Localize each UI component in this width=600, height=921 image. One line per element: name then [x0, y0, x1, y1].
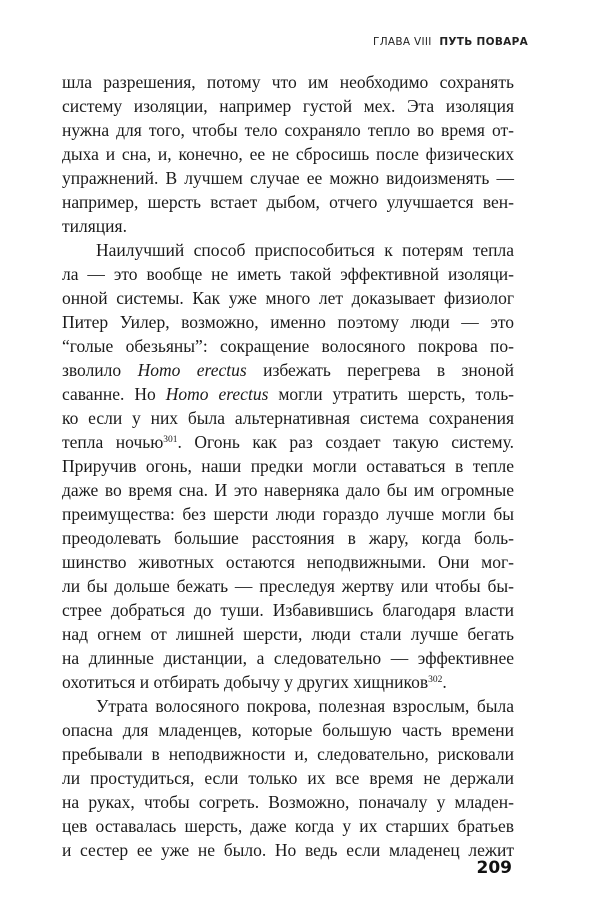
- text-line: нужна для того, чтобы тело сохраняло тепло во время от-: [62, 120, 514, 140]
- text-fragment: .: [442, 672, 447, 692]
- text-fragment: охотиться и отбирать добычу у других хищников: [62, 672, 429, 692]
- text-line: дыха и сна, и, конечно, ее не сбросишь после физических: [62, 144, 514, 164]
- text-line: [62, 430, 514, 454]
- text-line: [62, 238, 514, 262]
- text-line: Приручив огонь, наши предки могли оставаться в тепле: [62, 456, 514, 476]
- text-line: цев оставалась шерсть, даже когда у их старших братьев: [62, 816, 514, 836]
- text-line: ла — это вообще не иметь такой эффективной изоляци-: [62, 264, 514, 284]
- text-line: “голые обезьяны”: сокращение волосяного покрова по-: [62, 336, 514, 356]
- chapter-label: ГЛАВА VIII: [373, 36, 432, 48]
- text-fragment: Утрата волосяного покрова, полезная взрослым, была: [96, 696, 514, 716]
- text-line: ли бы дольше бежать — преследуя жертву или чтобы бы-: [62, 576, 514, 596]
- text-line: преимущества: без шерсти люди гораздо лучше могли бы: [62, 504, 514, 524]
- text-line: тиляция.: [62, 216, 127, 236]
- footnote-ref-301[interactable]: 301: [163, 435, 178, 445]
- text-line: на длинные дистанции, а следовательно — эффективнее: [62, 648, 514, 668]
- text-line: на руках, чтобы согреть. Возможно, поначалу у младен-: [62, 792, 514, 812]
- text-line: упражнений. В лучшем случае ее можно видоизменять —: [62, 168, 514, 188]
- running-head: [373, 36, 528, 48]
- text-line: [62, 358, 514, 382]
- text-line: ли простудиться, если только их все время не держали: [62, 768, 514, 788]
- text-line: стрее добраться до туши. Избавившись благодаря власти: [62, 600, 514, 620]
- text-fragment: могли утратить шерсть, толь-: [278, 384, 515, 404]
- text-line: Питер Уилер, возможно, именно поэтому люди — это: [62, 312, 514, 332]
- text-line: ко если у них была альтернативная система сохранения: [62, 408, 514, 428]
- text-line: опасна для младенцев, которые большую часть времени: [62, 720, 514, 740]
- footnote-ref-302[interactable]: 302: [428, 675, 443, 685]
- text-line: преодолевать большие расстояния в жару, когда боль-: [62, 528, 514, 548]
- paragraph-2: [62, 238, 514, 694]
- text-line: пребывали в неподвижности и, следовательно, рисковали: [62, 744, 514, 764]
- page-number: 209: [476, 858, 512, 878]
- text-fragment: саванне. Но: [62, 384, 156, 404]
- text-line: шинство животных остаются неподвижными. Они мог-: [62, 552, 514, 572]
- text-fragment: зволило: [62, 360, 122, 380]
- text-line: [62, 670, 514, 694]
- text-line: и сестер ее уже не было. Но ведь если младенец лежит: [62, 840, 514, 860]
- species-name: Homo erectus: [137, 360, 247, 380]
- paragraph-1: [62, 70, 514, 238]
- text-fragment: Наилучший способ приспособиться к потерям тепла: [96, 240, 514, 260]
- text-fragment: избежать перегрева в зноной: [263, 360, 515, 380]
- chapter-title: ПУТЬ ПОВАРА: [439, 36, 528, 48]
- paragraph-3: [62, 694, 514, 862]
- text-fragment: . Огонь как раз создает такую систему.: [177, 432, 514, 452]
- species-name: Homo erectus: [165, 384, 269, 404]
- text-line: над огнем от лишней шерсти, люди стали лучше бегать: [62, 624, 514, 644]
- text-line: онной системы. Как уже много лет доказывает физиолог: [62, 288, 514, 308]
- text-line: [62, 694, 514, 718]
- text-line: шла разрешения, потому что им необходимо сохранять: [62, 72, 514, 92]
- text-line: даже во время сна. И это наверняка дало бы им огромные: [62, 480, 514, 500]
- body-text: [62, 70, 514, 862]
- text-line: [62, 382, 514, 406]
- text-line: систему изоляции, например густой мех. Эта изоляция: [62, 96, 514, 116]
- text-line: например, шерсть встает дыбом, отчего улучшается вен-: [62, 192, 514, 212]
- text-fragment: тепла ночью: [62, 432, 164, 452]
